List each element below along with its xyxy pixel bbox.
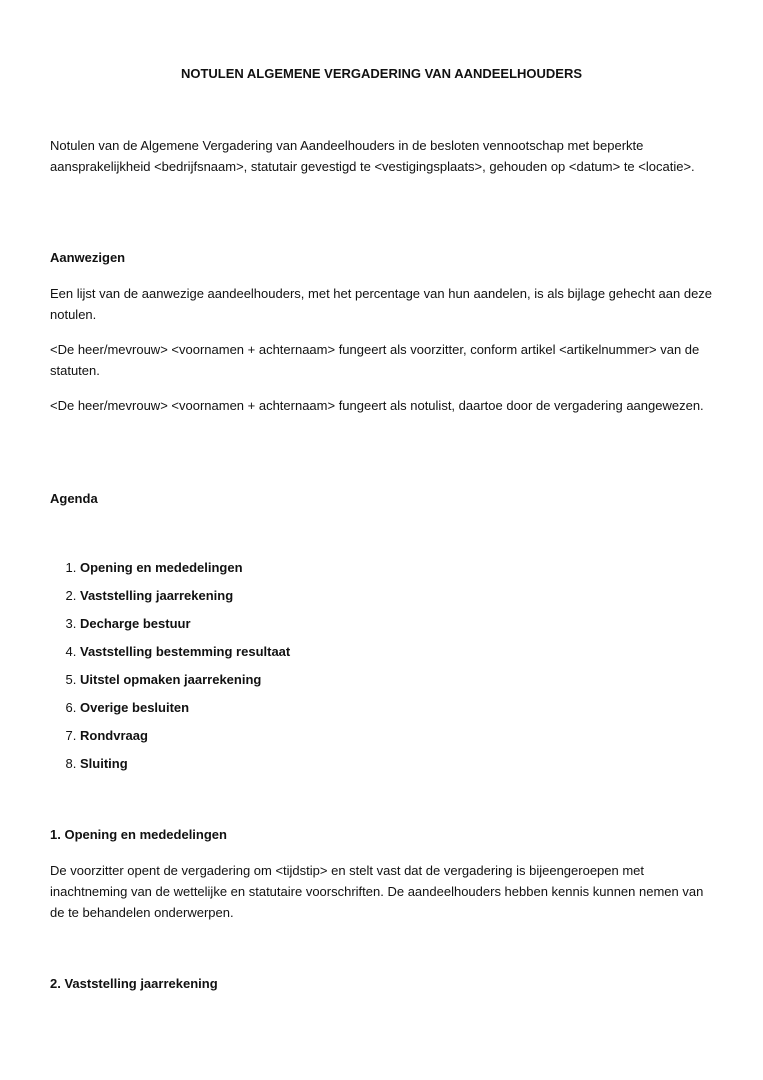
heading-section-2: 2. Vaststelling jaarrekening — [50, 976, 218, 991]
agenda-item: 2. Vaststelling jaarrekening — [80, 586, 290, 614]
paragraph-attendees: Een lijst van de aanwezige aandeelhouders, met het percentage van hun aandelen, is als bijlage gehecht aan deze notulen. — [50, 286, 713, 322]
heading-section-1: 1. Opening en mededelingen — [50, 827, 227, 842]
agenda-item: 3. Decharge bestuur — [80, 614, 290, 642]
agenda-list — [50, 558, 290, 782]
document-title: NOTULEN ALGEMENE VERGADERING VAN AANDEELHOUDERS — [180, 66, 583, 81]
agenda-item: 7. Rondvraag — [80, 726, 290, 754]
agenda-item: 8. Sluiting — [80, 754, 290, 782]
agenda-item: 1. Opening en mededelingen — [80, 558, 290, 586]
heading-aanwezigen: Aanwezigen — [50, 250, 126, 265]
agenda-item: 6. Overige besluiten — [80, 698, 290, 726]
intro-paragraph: Notulen van de Algemene Vergadering van Aandeelhouders in de besloten vennootschap met beperkte aansprakelijkheid <bedrijfsnaam>, statutair gevestigd te <vestigingsplaats>, gehouden op <datum> te <locatie>. — [50, 138, 695, 174]
section-1-text: De voorzitter opent de vergadering om <tijdstip> en stelt vast dat de vergadering is bijeengeroepen met inachtneming van de wettelijke en statutaire voorschriften. De aandeelhouders hebben kennis kunnen nemen van de te behandelen onderwerpen. — [50, 863, 704, 920]
heading-agenda: Agenda — [50, 491, 98, 506]
paragraph-chairman: <De heer/mevrouw> <voornamen + achternaam> fungeert als voorzitter, conform artikel <artikelnummer> van de statuten. — [50, 342, 700, 378]
paragraph-secretary: <De heer/mevrouw> <voornamen + achternaam> fungeert als notulist, daartoe door de vergadering aangewezen. — [50, 398, 704, 413]
agenda-item: 4. Vaststelling bestemming resultaat — [80, 642, 290, 670]
agenda-item: 5. Uitstel opmaken jaarrekening — [80, 670, 290, 698]
